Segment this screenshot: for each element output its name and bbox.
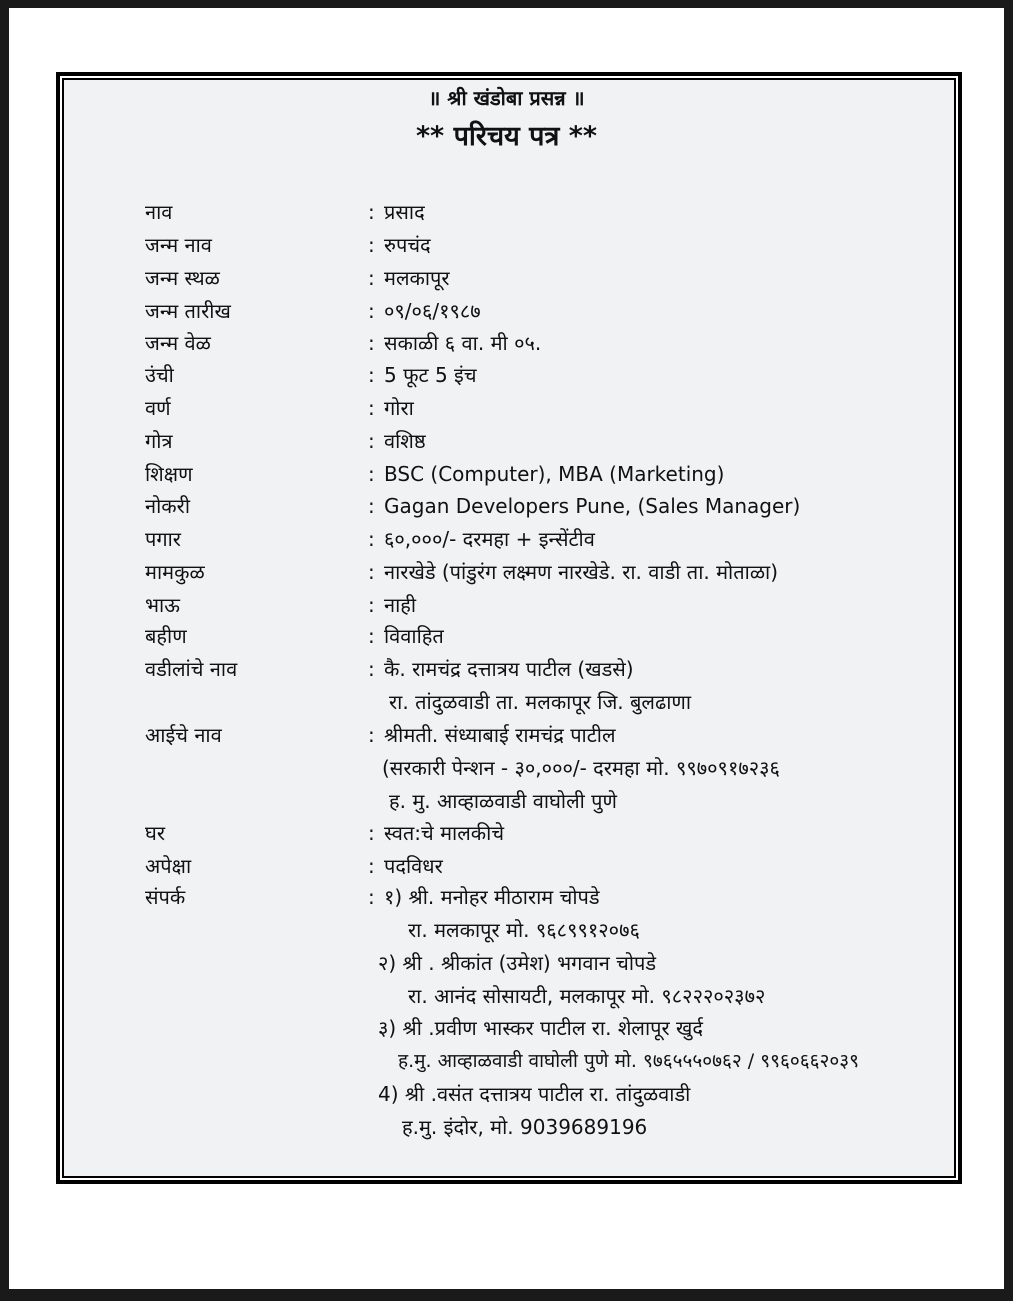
value-brother: नाही [384,593,417,617]
contact-4-name: 4) श्री .वसंत दत्तात्रय पाटील रा. तांदुळवाडी [378,1082,691,1106]
colon: : [368,266,375,290]
colon: : [368,560,375,584]
label-complexion: वर्ण [145,396,171,420]
label-expectation: अपेक्षा [145,854,192,878]
colon: : [368,200,375,224]
label-maternal-family: मामकुळ [145,560,205,584]
contact-4-address: ह.मु. इंदोर, मो. 9039689196 [402,1115,648,1139]
value-job: Gagan Developers Pune, (Sales Manager) [384,494,801,518]
value-height: 5 फूट 5 इंच [384,363,477,387]
colon: : [368,723,375,747]
contact-2-name: २) श्री . श्रीकांत (उमेश) भगवान चोपडे [378,951,657,975]
colon: : [368,593,375,617]
colon: : [368,363,375,387]
label-contact: संपर्क [145,885,186,909]
value-birth-date: ०९/०६/१९८७ [384,299,481,323]
label-height: उंची [145,363,174,387]
label-father-name: वडीलांचे नाव [145,657,238,681]
contact-1-name: १) श्री. मनोहर मीठाराम चोपडे [384,885,600,909]
contact-2-address: रा. आनंद सोसायटी, मलकापूर मो. ९८२२२०२३७२ [408,984,766,1008]
value-expectation: पदविधर [384,854,443,878]
colon: : [368,396,375,420]
colon: : [368,462,375,486]
value-birth-place: मलकापूर [384,266,450,290]
label-sister: बहीण [145,624,187,648]
contact-3-name: ३) श्री .प्रवीण भास्कर पाटील रा. शेलापूर खुर्द [378,1016,704,1040]
colon: : [368,429,375,453]
label-job: नोकरी [145,494,190,518]
value-birth-time: सकाळी ६ वा. मी ०५. [384,331,542,355]
value-birth-name: रुपचंद [384,233,431,257]
value-sister: विवाहित [384,624,444,648]
value-house: स्वत:चे मालकीचे [384,821,505,845]
colon: : [368,233,375,257]
mother-address: ह. मु. आव्हाळवाडी वाघोली पुणे [389,789,617,813]
label-education: शिक्षण [145,462,193,486]
label-brother: भाऊ [145,593,180,617]
colon: : [368,885,375,909]
label-gotra: गोत्र [145,429,173,453]
value-education: BSC (Computer), MBA (Marketing) [384,462,725,486]
contact-3-address: ह.मु. आव्हाळवाडी वाघोली पुणे मो. ९७६५५५०७६२ / ९९६०६६२०३९ [398,1050,860,1072]
colon: : [368,299,375,323]
value-maternal-family: नारखेडे (पांडुरंग लक्ष्मण नारखेडे. रा. वाडी ता. मोताळा) [384,560,778,584]
value-name: प्रसाद [384,200,425,224]
colon: : [368,494,375,518]
colon: : [368,331,375,355]
colon: : [368,657,375,681]
label-salary: पगार [145,527,181,551]
value-gotra: वशिष्ठ [384,429,426,453]
value-complexion: गोरा [384,396,414,420]
label-birth-place: जन्म स्थळ [145,266,220,290]
colon: : [368,527,375,551]
value-father-name: कै. रामचंद्र दत्तात्रय पाटील (खडसे) [384,657,634,681]
value-mother-name: श्रीमती. संध्याबाई रामचंद्र पाटील [384,723,616,747]
document-title: ** परिचय पत्र ** [415,121,598,152]
label-name: नाव [145,200,173,224]
contact-1-address: रा. मलकापूर मो. ९६८९९१२०७६ [408,918,640,942]
label-birth-date: जन्म तारीख [145,299,231,323]
value-salary: ६०,०००/- दरमहा + इन्सेंटीव [384,527,595,551]
label-birth-time: जन्म वेळ [145,331,211,355]
mother-pension: (सरकारी पेन्शन - ३०,०००/- दरमहा मो. ९९७०९१७२३६ [382,756,780,780]
label-mother-name: आईचे नाव [145,723,222,747]
label-house: घर [145,821,165,845]
label-birth-name: जन्म नाव [145,233,212,257]
colon: : [368,624,375,648]
colon: : [368,821,375,845]
father-address: रा. तांदुळवाडी ता. मलकापूर जि. बुलढाणा [389,690,692,714]
colon: : [368,854,375,878]
invocation-heading: ॥ श्री खंडोबा प्रसन्न ॥ [428,86,585,110]
